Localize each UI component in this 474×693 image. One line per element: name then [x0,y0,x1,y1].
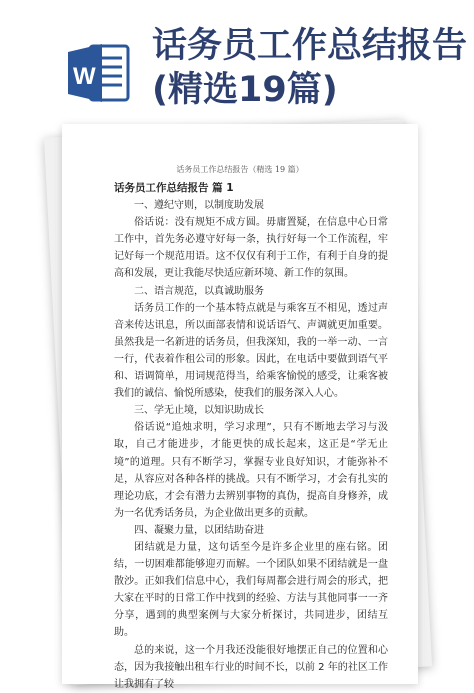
body-paragraph: 团结就是力量，这句话至今是许多企业里的座右铭。团结，一切困难都能够迎刃而解。一个团队如果不团结就是一盘散沙。正如我们信息中心，我们每周都会进行周会的形式，把大家在平时的日常工作中找到的经验、方法与其他同事一一齐分享，遇到的典型案例与大家分析探讨，共同进步，团结互助。 [114,541,388,639]
section-heading: 三、学无止境，以知识助成长 [134,405,264,417]
running-header: 话务员工作总结报告（精选 19 篇） [176,165,304,174]
body-paragraph: 俗话说：没有规矩不成方圆。毋庸置疑，在信息中心日常工作中，首先务必遵守好每一条，执行好每一个工作流程，牢记好每一个规范用语。这不仅仅有利于工作，有利于自身的提高和发展，更让我能尽快适应新环境、新工作的氛围。 [114,217,388,280]
word-doc-icon [68,40,130,106]
body-paragraph: 俗话说“追烛求明，学习求理”，只有不断地去学习与汲取，自己才能进步，才能更快的成长起来，这正是“学无止境”的道理。只有不断学习，掌握专业良好知识，才能弥补不足，从容应对各种各样的挑战。只有不断学习，才会有扎实的理论功底，才会有潜力去辨别事物的真伪，提高自身修养，成为一名优秀话务员，为企业做出更多的贡献。 [114,422,388,519]
body-paragraph: 总的来说，这一个月我还没能很好地摆正自己的位置和心态，因为我接触出租车行业的时间不长，以前 2 年的社区工作让我拥有了较 [114,644,388,690]
page-title: 话务员工作总结报告(精选19篇) [152,26,468,110]
svg-text:W: W [73,63,96,90]
section-heading: 二、语言规范，以真诚助服务 [134,285,264,297]
document-page [62,124,418,690]
body-paragraph: 话务员工作的一个基本特点就是与乘客互不相见，透过声音来传达讯息，所以面部表情和说话语气、声调就更加重要。虽然我是一名新进的话务员，但我深知，我的一举一动、一言一行，代表着作租公司的形象。因此，在电话中要做到语气平和、语调简单，用词规范得当，给乘客愉悦的感受，让乘客被我们的诚信、愉悦所感染，使我们的服务深入人心。 [114,302,388,400]
section-heading: 一、遵纪守则，以制度助发展 [134,200,264,212]
document-body [114,180,388,693]
section-heading: 四、凝聚力量，以团结助奋进 [134,524,264,536]
document-title: 话务员工作总结报告 篇 1 [114,182,234,194]
